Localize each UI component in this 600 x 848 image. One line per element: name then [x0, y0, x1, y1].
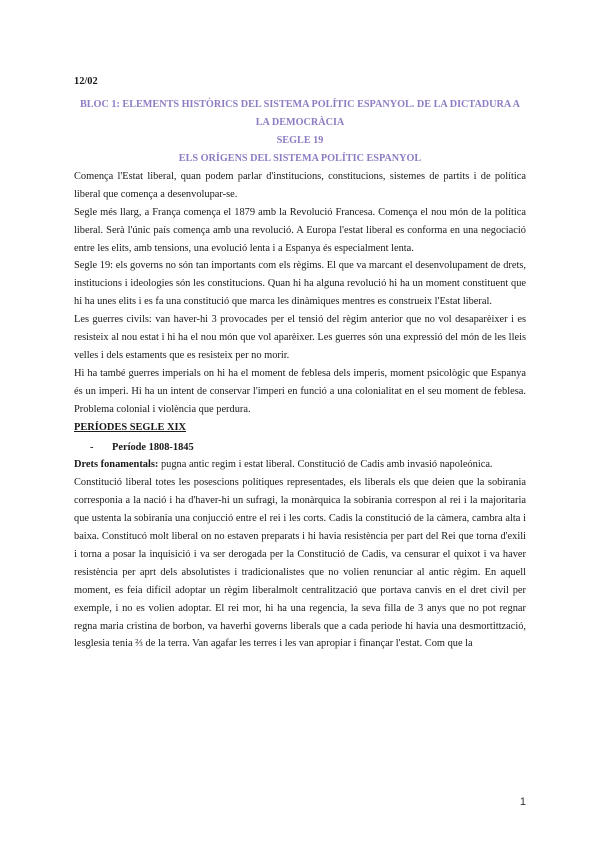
paragraph-longest-century: Segle més llarg, a França comença el 1879 amb la Revolució Francesa. Comença el nou món de la política liberal. Serà l'únic país comença amb una revolució. A Europa l'estat liberal es conforma en una negociació entre les elits, amb tensions, una evolució lenta i a Espanya és especialment lenta.	[74, 206, 526, 254]
paragraph-civil-wars: Les guerres civils: van haver-hi 3 provocades per el tensió del règim anterior que no vol desaparèixer i es resisteix al nou estat i hi ha el nou món que vol aparèixer. Les guerres són una expressió del món de les lleis velles i dels estaments que es resisteix per no morir.	[74, 314, 526, 361]
fundamental-rights-label: Drets fonamentals:	[74, 459, 159, 471]
section-subtitle: ELS ORÍGENS DEL SISTEMA POLÍTIC ESPANYOL	[178, 152, 422, 164]
fundamental-rights-text: pugna antic regim i estat liberal. Constitució de Cadis amb invasió napoleónica.	[158, 459, 493, 471]
bullet-dash: -	[90, 441, 94, 453]
periods-heading: PERÍODES SEGLE XIX	[74, 421, 187, 433]
paragraph-regimes: Segle 19: els governs no són tan importants com els règims. El que va marcant el desenvolupament de drets, institucions i ideologies són les constitucions. Quan hi ha alguna revolució hi ha un moment constituent que hi ha unes elits i es fa una constitució que marca les dinàmiques mentres es construeix l'Estat liberal.	[74, 260, 526, 308]
document-title: BLOC 1: ELEMENTS HISTÒRICS DEL SISTEMA POLÍTIC ESPANYOL. DE LA DICTADURA A LA DEMOCRÀCIA	[79, 98, 521, 128]
paragraph-liberal-state: Comença l'Estat liberal, quan podem parlar d'institucions, constitucions, sistemes de partits i de política liberal que comença a desenvolupar-se.	[74, 170, 526, 200]
period-label: Període 1808-1845	[112, 441, 194, 453]
century-subtitle: SEGLE 19	[276, 134, 324, 146]
page-number: 1	[519, 796, 526, 808]
paragraph-cadiz-constitution: Constitució liberal totes les posescions polítiques representades, els liberals els que deien que la sobirania corresponia a la nació i ha d'haver-hi un sufragi, la monàrquica la sobirania correspon al rei i la majoritaria que ustenta la sobirania una conjucció entre el rei i les corts. Cadis la constitució de la càmera, cambra alta i baixa. Constitucó molt liberal on no estaven preparats i hi havia resistència per part del Rei que torna d'exili i torna a posar la inquisició i va ser derogada per la Constitució de Cadis, va censurar el quixot i va haver resistència per aprt dels absolutistes i tradicionalistes que no volien renunciar al antic règim. En aquell moment, es feia difícil adoptar un règim liberalmolt centralització que portava canvis en el dret civil per exemple, i no es volien adoptar. El rei mor, hi ha una regencia, la seva filla de 3 anys que no pot regnar regna maria cristina de borbon, va haverhi governs liberals que a cada periode hi havia una desmortittzació, lesglesia tenia ⅔ de la terra. Van agafar les terres i les van apropiar i finançar l'estat. Com que la	[74, 477, 526, 650]
period-bullet	[90, 439, 526, 457]
page-content	[74, 73, 526, 653]
paragraph-fundamental-rights	[74, 456, 526, 474]
paragraph-imperial-wars: Hi ha també guerres imperials on hi ha el moment de feblesa dels imperis, moment psicològic que Espanya és un imperi. Hi ha un intent de conservar l'imperi en funció a una colonialitat en el seu moment de feblesa. Problema colonial i violència que perdura.	[74, 367, 526, 415]
lecture-date: 12/02	[74, 76, 98, 87]
